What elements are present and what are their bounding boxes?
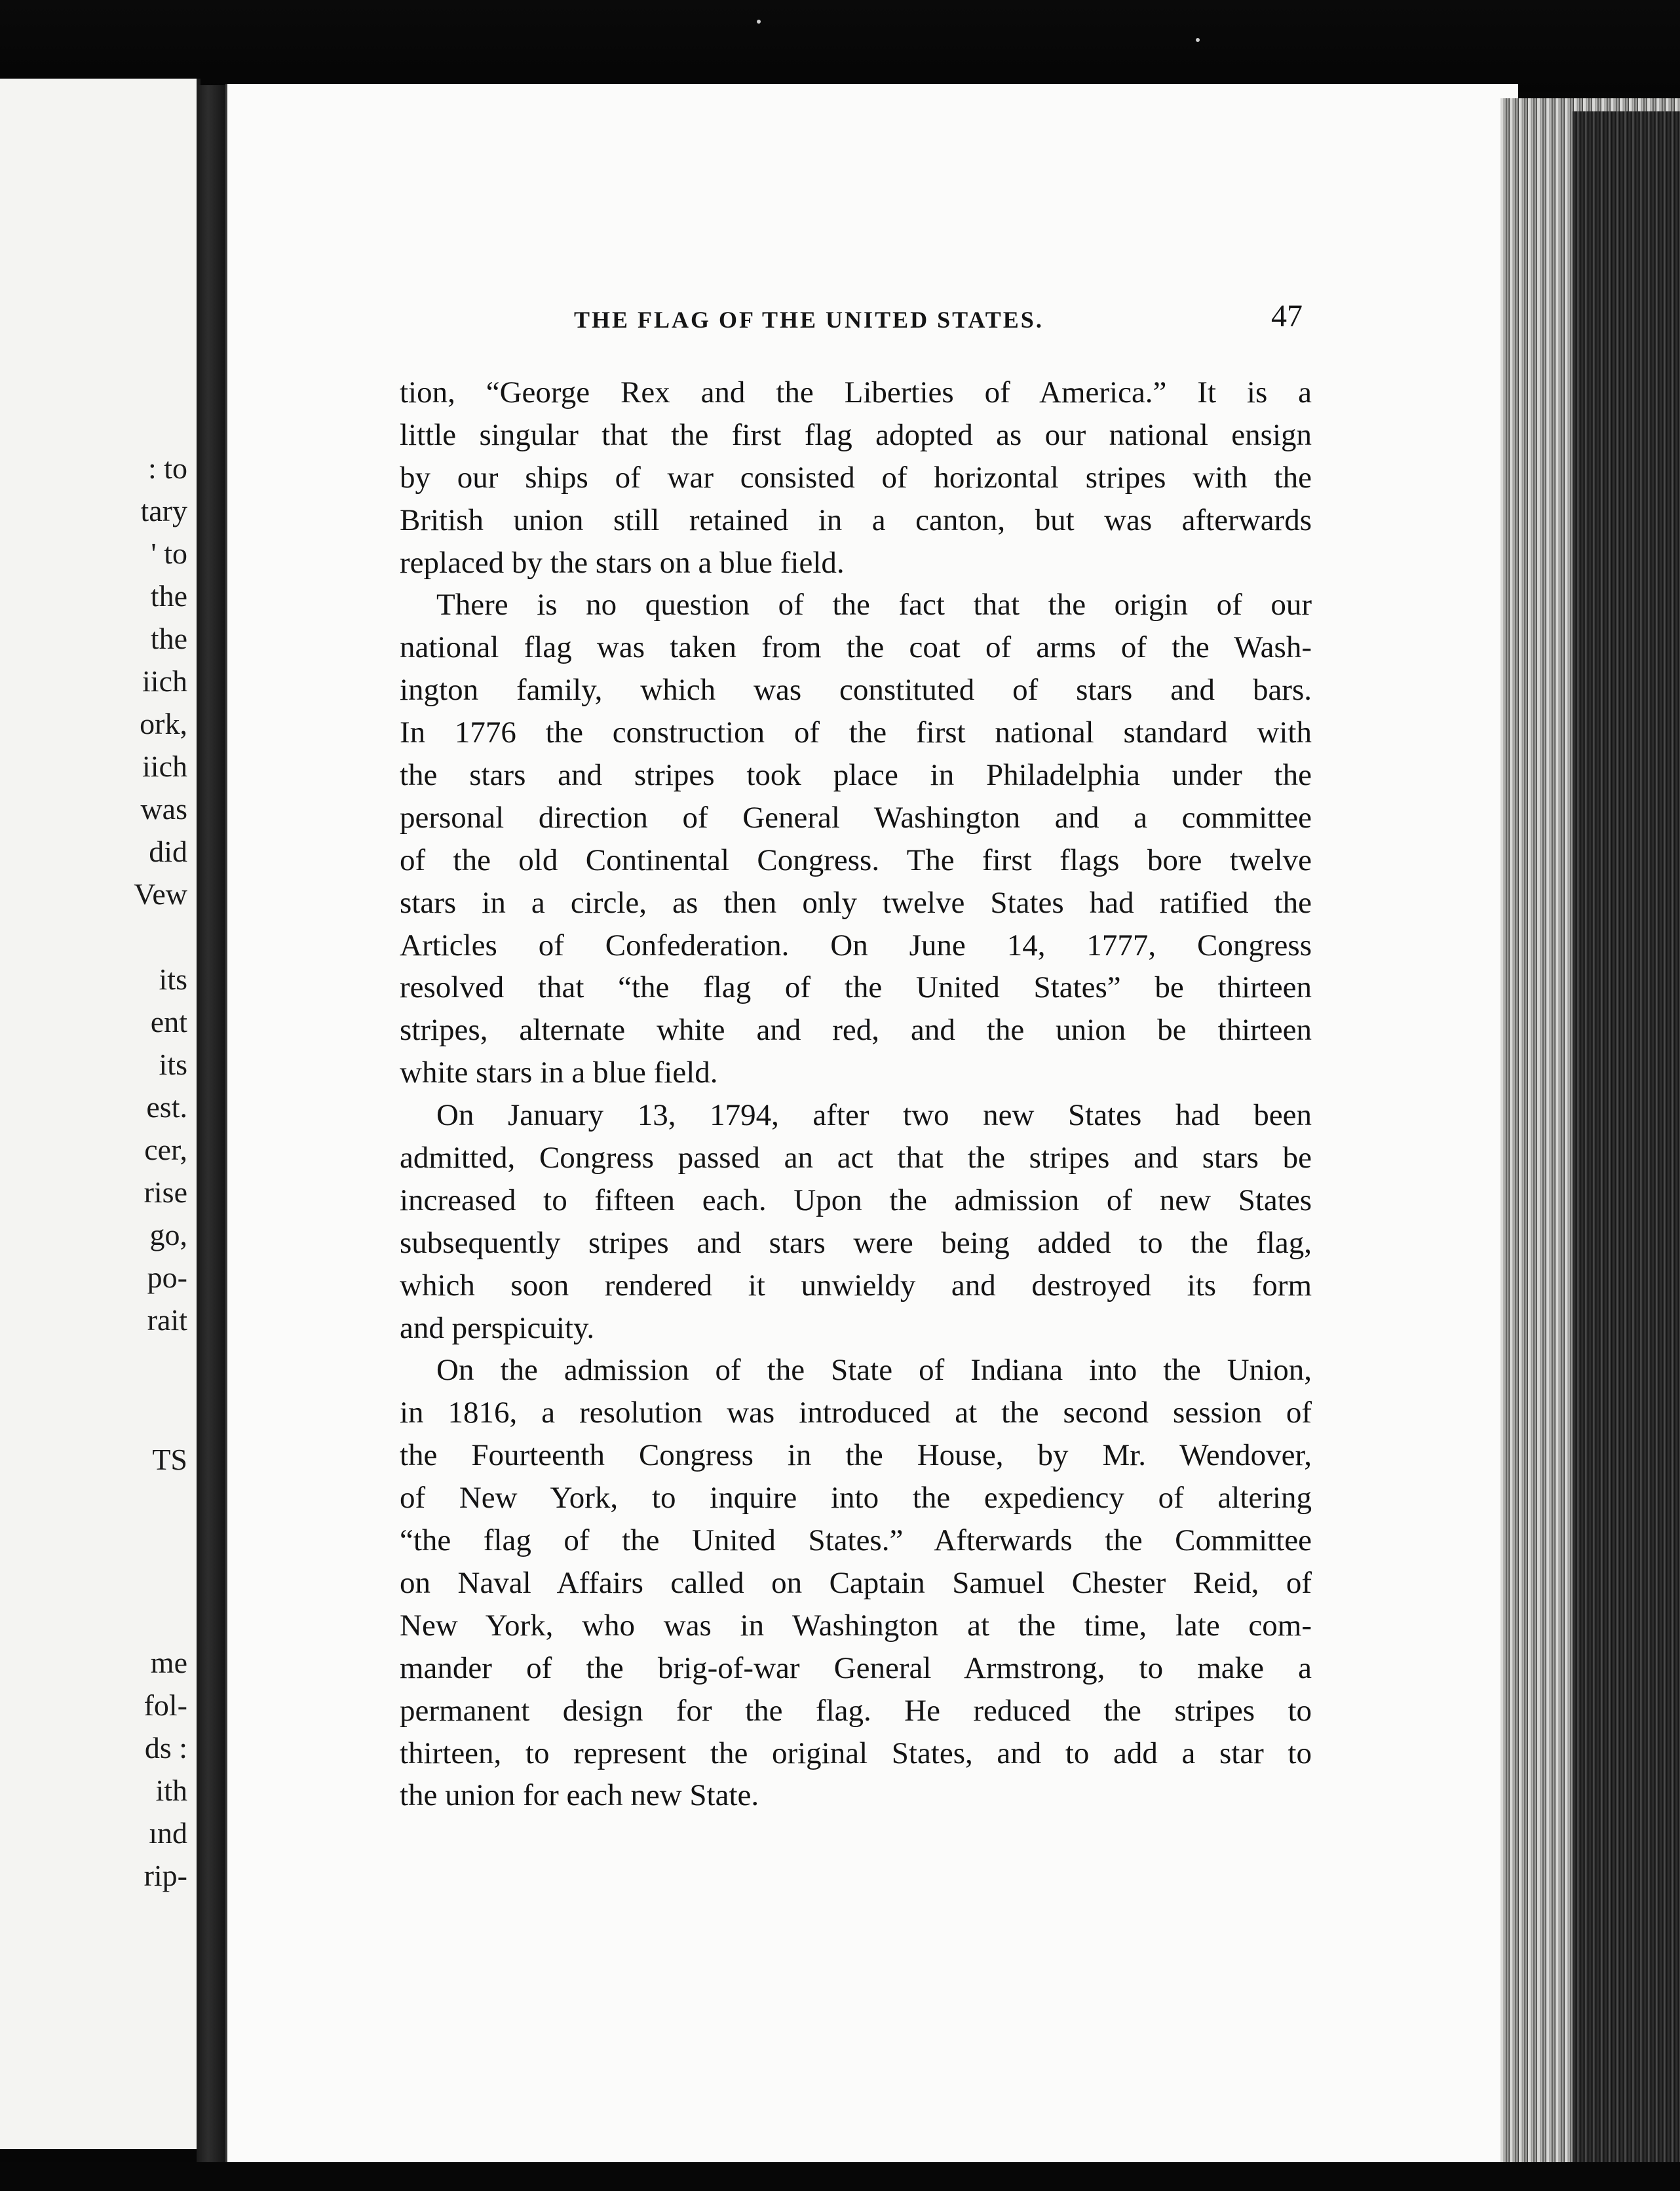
text-line: the stars and stripes took place in Philadelphia under the (400, 758, 1312, 793)
text-line: the Fourteenth Congress in the House, by Mr. Wendover, (400, 1438, 1312, 1473)
left-page-fragment: the (150, 622, 187, 655)
book-gutter-shadow (197, 85, 225, 2169)
text-line: thirteen, to represent the original States, and to add a star to (400, 1736, 1312, 1770)
left-page-fragment: its (159, 962, 187, 996)
left-page-fragment: its (159, 1048, 187, 1081)
text-line: Articles of Confederation. On June 14, 1777, Congress (400, 928, 1312, 962)
page-number: 47 (1271, 299, 1303, 333)
running-head: THE FLAG OF THE UNITED STATES. (574, 307, 1044, 333)
left-page-fragment: cer, (144, 1133, 187, 1166)
paragraph-start-line: There is no question of the fact that the origin of our (436, 588, 1312, 622)
left-page-fragment: Vew (134, 877, 187, 911)
text-line: tion, “George Rex and the Liberties of America.” It is a (400, 375, 1312, 410)
left-page-fragment: was (140, 792, 187, 826)
text-line: “the flag of the United States.” Afterwards the Committee (400, 1523, 1312, 1558)
scanner-background-bottom (0, 2162, 1680, 2191)
text-line: permanent design for the flag. He reduced the stripes to (400, 1693, 1312, 1728)
left-page-fragment: ork, (140, 707, 187, 740)
text-line: subsequently stripes and stars were being added to the flag, (400, 1225, 1312, 1260)
left-page-fragment: iich (142, 750, 187, 783)
left-page-fragment: rise (143, 1175, 187, 1209)
left-page-fragment: ınd (149, 1816, 187, 1850)
text-line: New York, who was in Washington at the time, late com- (400, 1608, 1312, 1643)
text-line: in 1816, a resolution was introduced at the second session of (400, 1396, 1312, 1430)
text-line: mander of the brig-of-war General Armstrong, to make a (400, 1650, 1312, 1685)
left-page-fragment: did (149, 835, 187, 868)
text-line: white stars in a blue field. (400, 1056, 718, 1090)
text-line: which soon rendered it unwieldy and destroyed its form (400, 1268, 1312, 1303)
body-text (400, 372, 1312, 1817)
left-page-fragment: po- (147, 1261, 187, 1294)
text-line: little singular that the first flag adopted as our national ensign (400, 417, 1312, 452)
left-page-fragment: ith (155, 1774, 187, 1807)
text-line: the union for each new State. (400, 1778, 759, 1813)
left-page-fragment: me (150, 1646, 187, 1679)
text-line: by our ships of war consisted of horizontal stripes with the (400, 460, 1312, 495)
left-page-fragment: : to (147, 451, 187, 485)
scan-speck (757, 20, 761, 24)
left-page-fragment: the (150, 579, 187, 613)
left-page-fragment: ' to (151, 537, 187, 570)
left-page-fragment: ent (150, 1005, 187, 1038)
left-page-fragment: ds : (144, 1731, 187, 1764)
paragraph-start-line: On the admission of the State of Indiana into the Union, (436, 1353, 1312, 1388)
scanner-background-top (0, 0, 1680, 92)
paragraph-start-line: On January 13, 1794, after two new States had been (436, 1098, 1312, 1133)
text-line: In 1776 the construction of the first national standard with (400, 715, 1312, 750)
left-page-fragment: est. (146, 1090, 187, 1124)
text-line: personal direction of General Washington and a committee (400, 800, 1312, 835)
left-page-fragment: TS (152, 1443, 187, 1476)
left-page-fragment: iich (142, 664, 187, 698)
text-line: and perspicuity. (400, 1310, 595, 1345)
text-line: of the old Continental Congress. The first flags bore twelve (400, 843, 1312, 877)
text-line: ington family, which was constituted of stars and bars. (400, 673, 1312, 708)
text-line: national flag was taken from the coat of arms of the Wash- (400, 630, 1312, 665)
previous-page-edge (0, 79, 200, 2149)
text-line: on Naval Affairs called on Captain Samuel Chester Reid, of (400, 1565, 1312, 1600)
book-cover-edge (1573, 111, 1680, 2191)
left-page-fragment: rait (147, 1303, 187, 1337)
left-page-fragment: go, (149, 1218, 187, 1251)
text-line: stripes, alternate white and red, and the union be thirteen (400, 1013, 1312, 1048)
text-line: replaced by the stars on a blue field. (400, 545, 845, 580)
left-page-fragment: rip- (143, 1859, 187, 1892)
text-line: stars in a circle, as then only twelve States had ratified the (400, 885, 1312, 920)
left-page-fragment: fol- (143, 1688, 187, 1722)
left-page-fragment: tary (140, 494, 187, 527)
text-line: resolved that “the flag of the United States” be thirteen (400, 970, 1312, 1005)
text-line: admitted, Congress passed an act that the stripes and stars be (400, 1141, 1312, 1175)
text-line: British union still retained in a canton, but was afterwards (400, 503, 1312, 537)
text-line: of New York, to inquire into the expediency of altering (400, 1481, 1312, 1515)
scan-speck (1196, 38, 1200, 42)
text-line: increased to fifteen each. Upon the admission of new States (400, 1183, 1312, 1217)
